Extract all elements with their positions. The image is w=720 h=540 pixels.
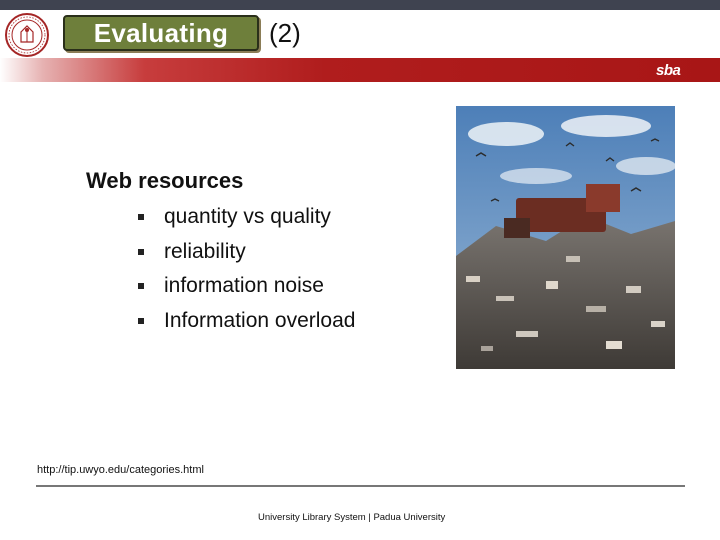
landfill-photo: [456, 106, 675, 369]
bullet-square-icon: [138, 318, 144, 324]
bullet-square-icon: [138, 283, 144, 289]
top-bar: [0, 0, 720, 10]
bullet-text: reliability: [164, 239, 246, 263]
sba-logo: sba: [656, 62, 681, 79]
slide-title-suffix: (2): [269, 18, 301, 48]
university-seal-icon: [4, 12, 50, 58]
bullet-list: [138, 200, 355, 338]
footer-text: University Library System | Padua University: [258, 512, 446, 523]
bullet-item: [138, 200, 355, 235]
header-band: [0, 58, 720, 82]
bullet-item: [138, 304, 355, 339]
footer-divider: [36, 485, 685, 487]
bullet-item: [138, 235, 355, 270]
bullet-text: quantity vs quality: [164, 205, 331, 229]
content-heading: Web resources: [86, 168, 244, 193]
bullet-text: Information overload: [164, 309, 356, 333]
bullet-item: [138, 269, 355, 304]
slide-title-text: Evaluating: [93, 17, 229, 48]
bullet-square-icon: [138, 214, 144, 220]
source-url: http://tip.uwyo.edu/categories.html: [37, 464, 204, 476]
bullet-text: information noise: [164, 274, 324, 298]
slide-title: [63, 15, 259, 51]
bullet-square-icon: [138, 249, 144, 255]
